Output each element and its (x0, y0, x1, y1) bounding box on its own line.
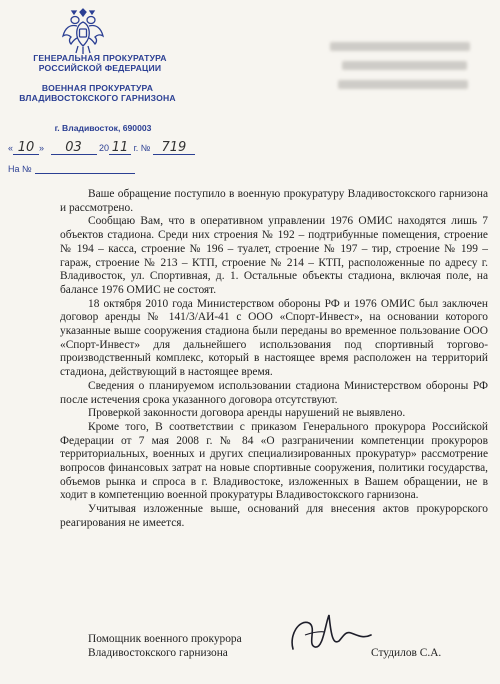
document-number: 719 (153, 142, 195, 155)
date-line: « 10 » 03 20 11 г. № 719 (8, 142, 195, 155)
date-year: 11 (109, 142, 131, 155)
city-address: г. Владивосток, 690003 (54, 123, 152, 133)
redacted-line (342, 61, 467, 70)
paragraph: Кроме того, В соответствии с приказом Генерального прокурора Российской Федерации от 7 мая 2008 г. № 84 «О разграничении компетенции прокуроров территориальных, военных и других специализированных прокуратур» рассмотрение вопросов финансовых затрат на новые спортивные сооружения, политики государства, объемов рынка и спроса в г. Владивостоке, изложенных в Вашем обращении, не в ходит в компетенцию военной прокуратуры Владивостокского гарнизона. (60, 420, 488, 502)
reference-number-line (8, 164, 135, 174)
double-headed-eagle-emblem-icon (60, 8, 106, 56)
organization-header (20, 53, 180, 73)
org-name-line2: РОССИЙСКОЙ ФЕДЕРАЦИИ (38, 63, 162, 73)
paragraph: Учитывая изложенные выше, оснований для внесения актов прокурорского реагирования не имеется. (60, 503, 488, 529)
signatory-title-line2: Владивостокского гарнизона (88, 647, 228, 659)
letter-body (60, 188, 488, 531)
paragraph: Сведения о планируемом использовании стадиона Министерством обороны РФ после истечения срока указанного договора отсутствуют. (60, 379, 488, 406)
redacted-line (330, 42, 470, 51)
unit-header (10, 83, 185, 103)
paragraph: Сообщаю Вам, что в оперативном управлении 1976 ОМИС находятся лишь 7 объектов стадиона. Среди них строения № 192 – подтрибунные помещения, строение № 194 – касса, строение № 196 – туалет, строение № 197 – тир, строение № 199 – гараж, строение № 213 – КТП, строение № 214 – КТП, расположенные по адресу г. Владивосток, ул. Спортивная, д. 1. Остальные объекты стадиона, включая поле, на балансе 1976 ОМИС не состоят. (60, 215, 488, 296)
addressee-block-redacted (330, 42, 480, 99)
paragraph: Проверкой законности договора аренды нарушений не выявлено. (88, 407, 406, 420)
paragraph: Ваше обращение поступило в военную прокуратуру Владивостокского гарнизона и рассмотрено. (60, 188, 488, 214)
date-month: 03 (51, 142, 97, 155)
reference-number-label: На № (8, 164, 32, 174)
signatory-title-line1: Помощник военного прокурора (88, 633, 242, 645)
date-day: 10 (13, 142, 39, 155)
paragraph: 18 октября 2010 года Министерством обороны РФ и 1976 ОМИС был заключен договор аренды № 141/3/АИ-41 с ООО «Спорт-Инвест», на основании которого указанные выше сооружения стадиона были переданы во временное пользование ООО «Спорт-Инвест» для дальнейшего использования под спортивный торгово-производственный комплекс, который в настоящее время расположен на территорий стадиона, действующий в настоящее время. (60, 297, 488, 379)
signatory-name: Студилов С.А. (371, 647, 442, 659)
date-year-suffix: г. № (133, 143, 151, 153)
redacted-line (338, 80, 468, 89)
unit-name-line1: ВОЕННАЯ ПРОКУРАТУРА (41, 83, 154, 93)
reference-number-blank (35, 164, 135, 174)
handwritten-signature-icon (285, 605, 375, 660)
signatory-title (88, 632, 242, 660)
unit-name-line2: ВЛАДИВОСТОКСКОГО ГАРНИЗОНА (19, 93, 176, 103)
org-name-line1: ГЕНЕРАЛЬНАЯ ПРОКУРАТУРА (33, 53, 167, 63)
